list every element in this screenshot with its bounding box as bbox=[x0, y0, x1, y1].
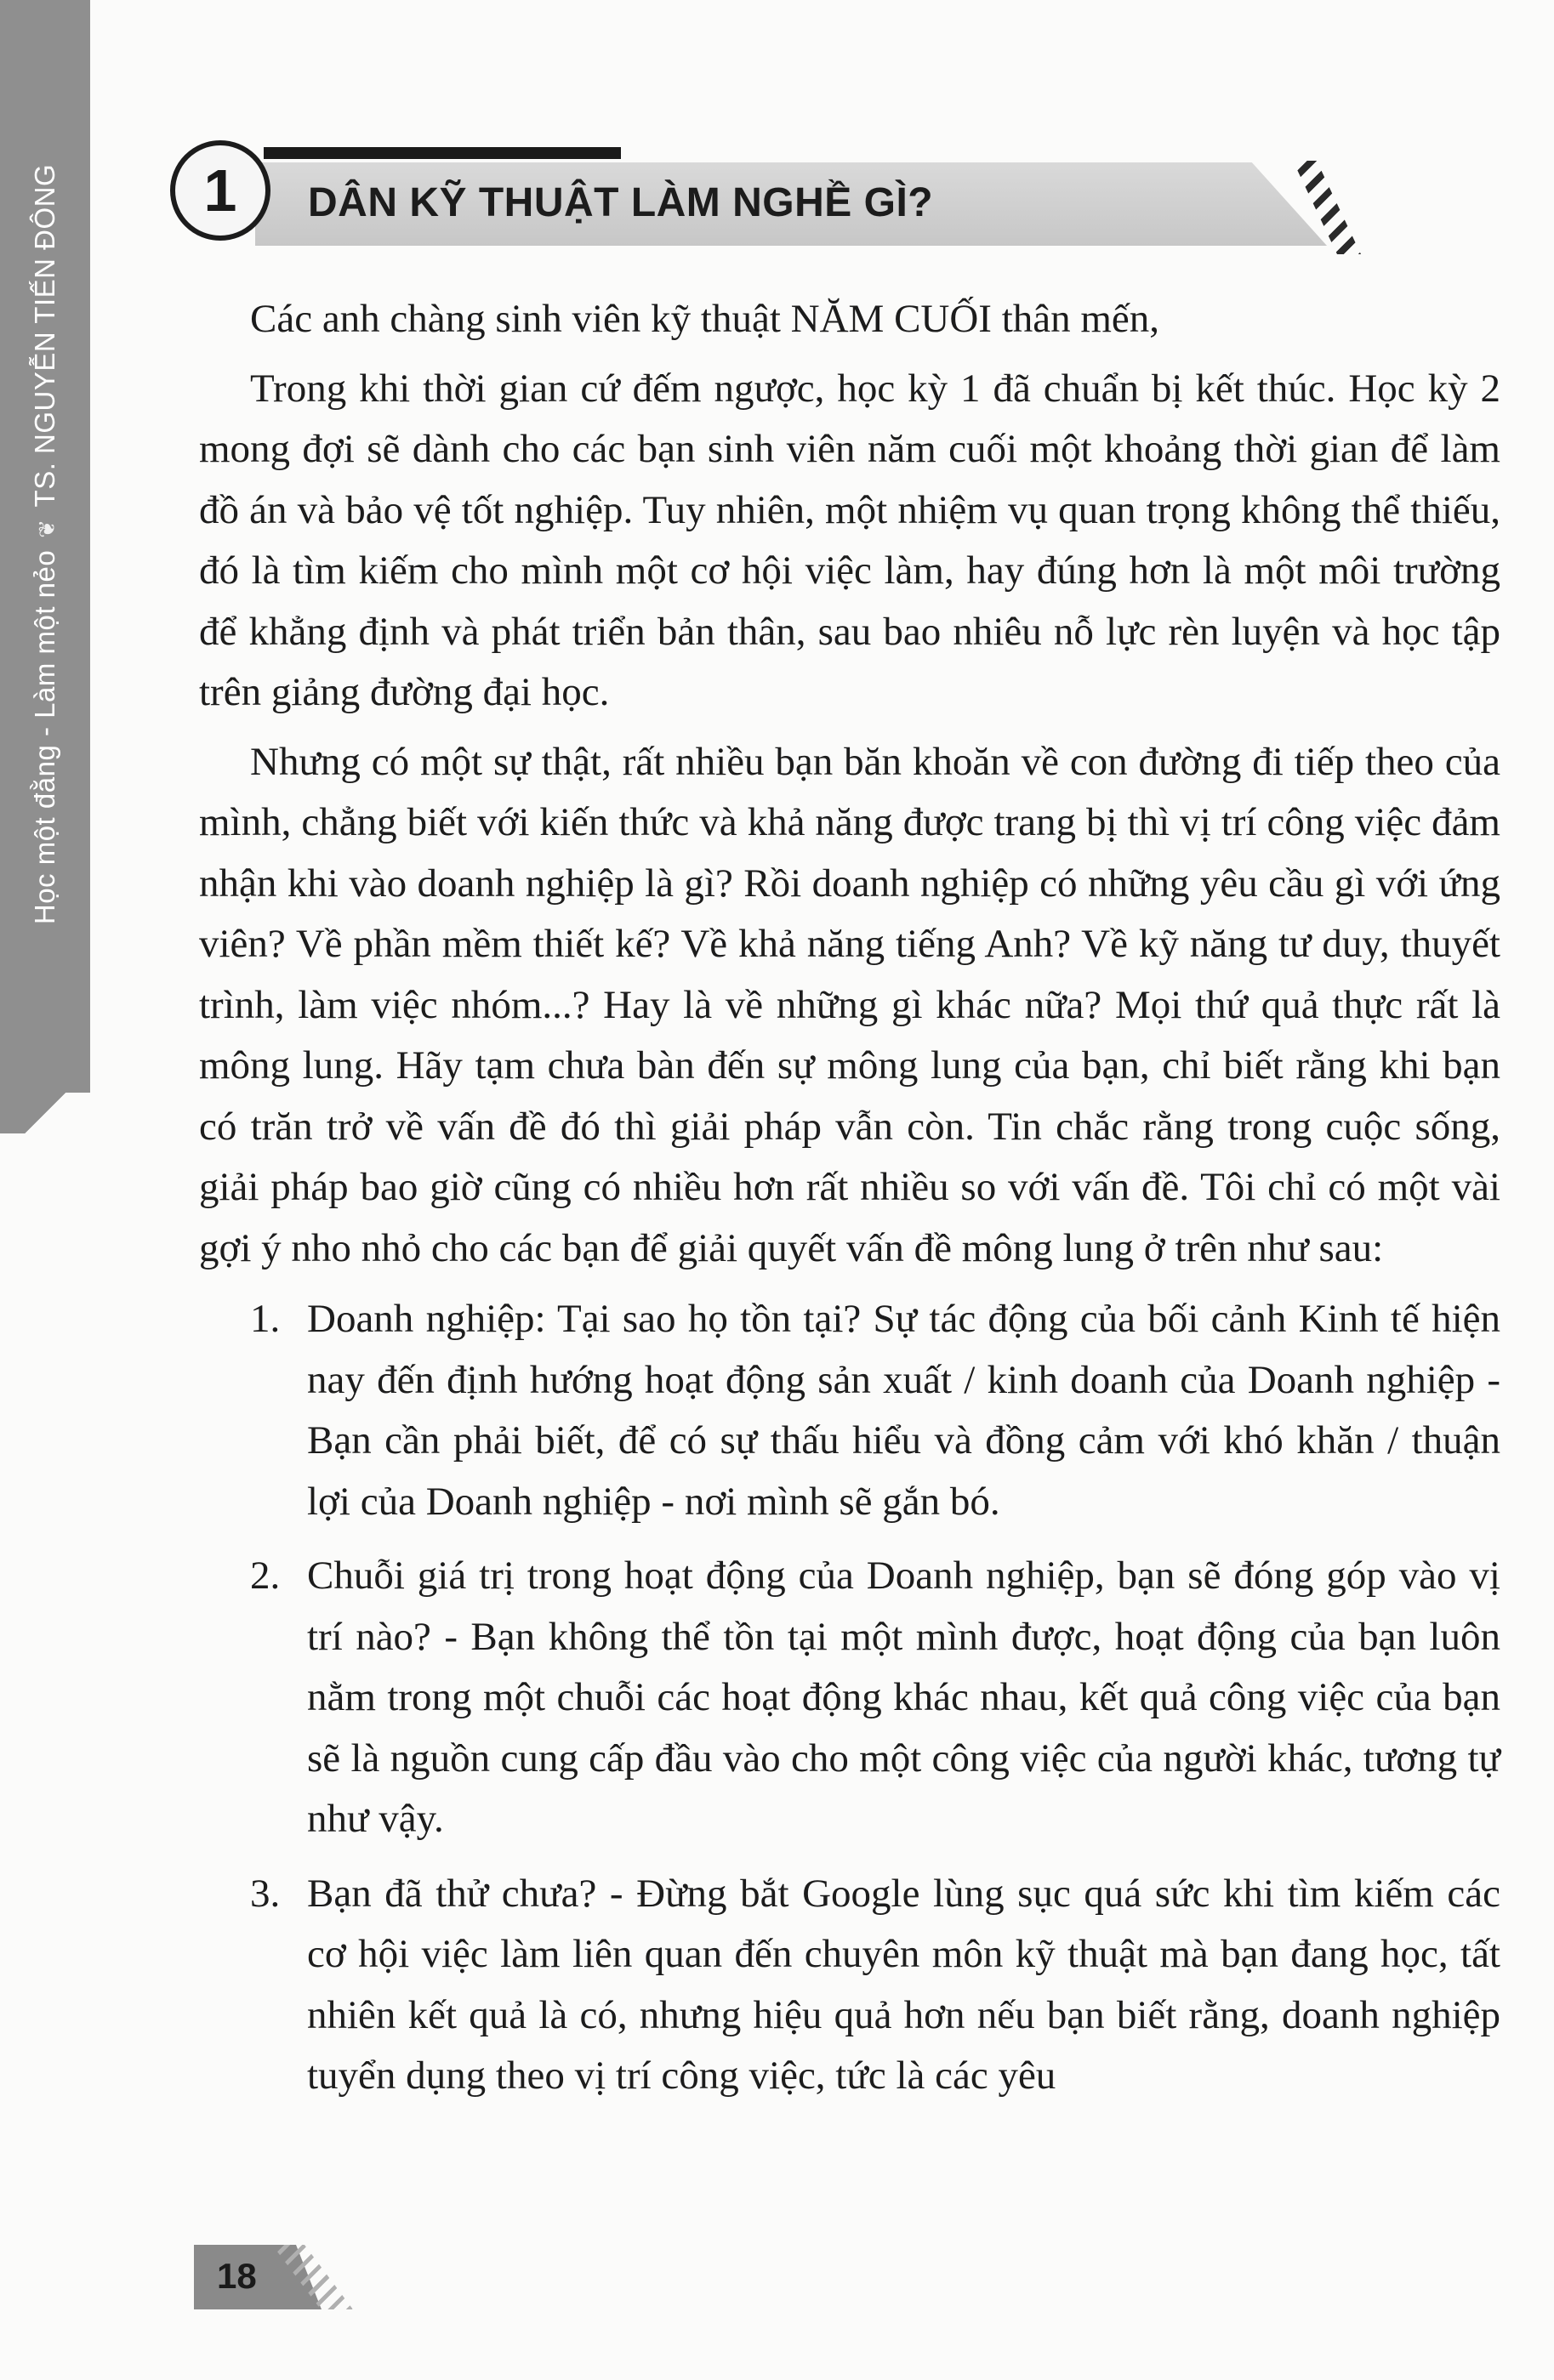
header-rule bbox=[264, 147, 621, 159]
list-item bbox=[199, 1546, 1500, 1850]
list-item-number: 1. bbox=[250, 1297, 281, 1341]
side-band-tail bbox=[0, 1093, 90, 1133]
list-item-number: 2. bbox=[250, 1554, 281, 1598]
running-title-author: TS. NGUYỄN TIẾN ĐÔNG bbox=[29, 163, 60, 508]
list-item-text: Doanh nghiệp: Tại sao họ tồn tại? Sự tác động của bối cảnh Kinh tế hiện nay đến định hướng hoạt động sản xuất / kinh doanh của Doanh nghiệp - Bạn cần phải biết, để có sự thấu hiểu và đồng cảm với khó khăn / thuận lợi của Doanh nghiệp - nơi mình sẽ gắn bó. bbox=[307, 1297, 1500, 1524]
running-title bbox=[29, 164, 61, 924]
chapter-title: DÂN KỸ THUẬT LÀM NGHỀ GÌ? bbox=[308, 180, 934, 225]
page-body bbox=[199, 289, 1500, 2121]
paragraph-2: Nhưng có một sự thật, rất nhiều bạn băn khoăn về con đường đi tiếp theo của mình, chẳng biết với kiến thức và khả năng được trang bị thì vị trí công việc đảm nhận khi vào doanh nghiệp là gì? Rồi doanh nghiệp có những yêu cầu gì với ứng viên? Về phần mềm thiết kế? Về khả năng tiếng Anh? Về kỹ năng tư duy, thuyết trình, làm việc nhóm...? Hay là về những gì khác nữa? Mọi thứ quả thực rất là mông lung. Hãy tạm chưa bàn đến sự mông lung của bạn, chỉ biết rằng khi bạn có trăn trở về vấn đề đó thì giải pháp vẫn còn. Tin chắc rằng trong cuộc sống, giải pháp bao giờ cũng có nhiều hơn rất nhiều so với vấn đề. Tôi chỉ có một vài gợi ý nho nhỏ cho các bạn để giải quyết vấn đề mông lung ở trên như sau: bbox=[199, 739, 1500, 1270]
leaf-ornament-icon: ❦ bbox=[34, 519, 60, 538]
greeting-line: Các anh chàng sinh viên kỹ thuật NĂM CUỐI thân mến, bbox=[250, 297, 1160, 341]
list-item bbox=[199, 1864, 1500, 2107]
chapter-header bbox=[162, 140, 1344, 268]
paragraph-1: Trong khi thời gian cứ đếm ngược, học kỳ 1 đã chuẩn bị kết thúc. Học kỳ 2 mong đợi sẽ dành cho các bạn sinh viên năm cuối một khoảng thời gian để làm đồ án và bảo vệ tốt nghiệp. Tuy nhiên, một nhiệm vụ quan trọng không thể thiếu, đó là tìm kiếm cho mình một cơ hội việc làm, hay đúng hơn là một môi trường để khẳng định và phát triển bản thân, sau bao nhiêu nỗ lực rèn luyện và học tập trên giảng đường đại học. bbox=[199, 366, 1500, 714]
list-item-number: 3. bbox=[250, 1871, 281, 1916]
list-item bbox=[199, 1289, 1500, 1532]
suggestion-list bbox=[199, 1289, 1500, 2107]
chapter-number-badge: 1 bbox=[170, 140, 270, 241]
list-item-text: Bạn đã thử chưa? - Đừng bắt Google lùng sục quá sức khi tìm kiếm các cơ hội việc làm liên quan đến chuyên môn kỹ thuật mà bạn đang học, tất nhiên kết quả là có, nhưng hiệu quả hơn nếu bạn biết rằng, doanh nghiệp tuyển dụng theo vị trí công việc, tức là các yêu bbox=[307, 1871, 1500, 2098]
running-title-book: Học một đằng - Làm một nẻo bbox=[29, 549, 60, 925]
list-item-text: Chuỗi giá trị trong hoạt động của Doanh nghiệp, bạn sẽ đóng góp vào vị trí nào? - Bạn không thể tồn tại một mình được, hoạt động của bạn luôn nằm trong một chuỗi các hoạt động khác nhau, kết quả công việc của bạn sẽ là nguồn cung cấp đầu vào cho một công việc của người khác, tương tự như vậy. bbox=[307, 1554, 1500, 1841]
side-band bbox=[0, 0, 90, 1093]
page-number: 18 bbox=[217, 2256, 257, 2296]
